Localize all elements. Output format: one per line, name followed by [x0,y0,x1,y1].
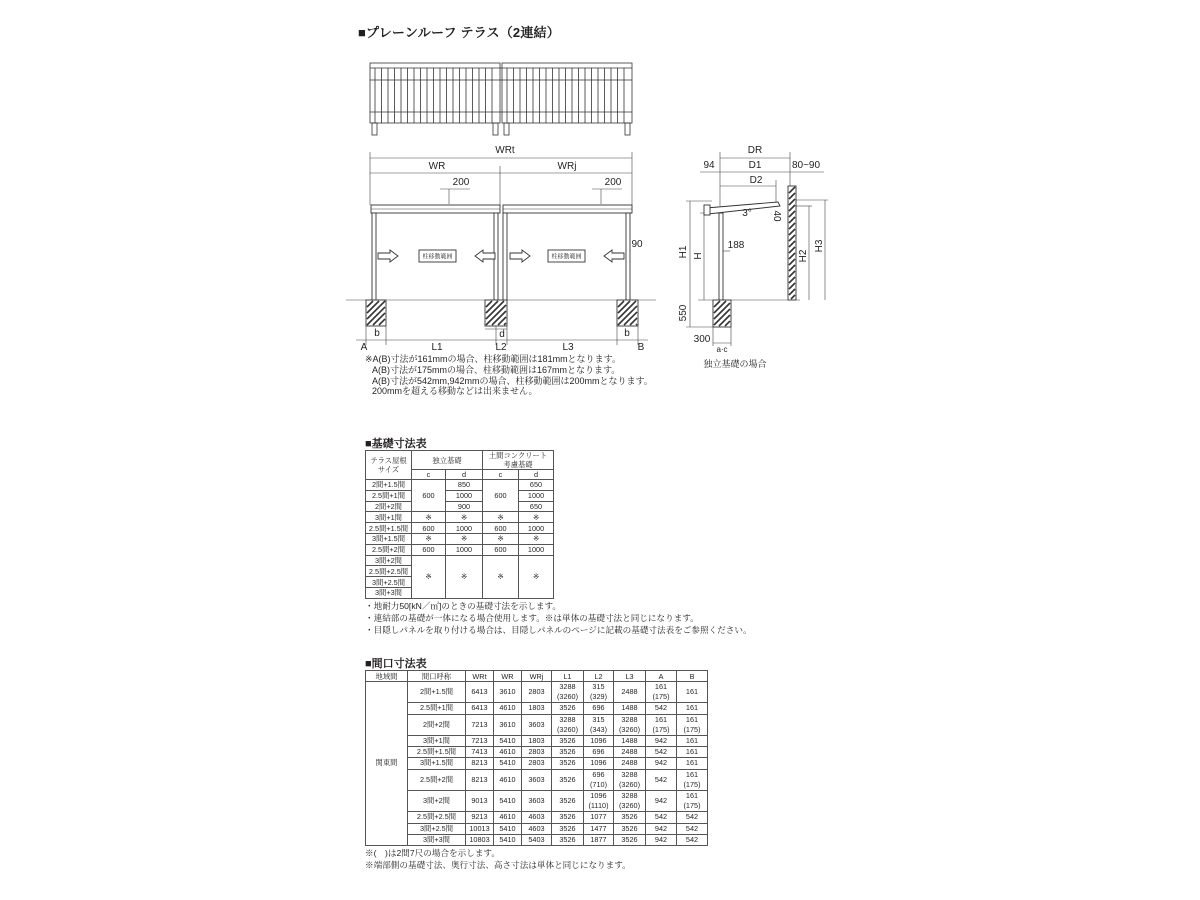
label-h2: H2 [798,249,809,263]
left-arrow-icon [475,250,495,262]
size-cell: 2.5間+1.5間 [408,747,466,758]
value-cell-l1: 3526 [552,769,584,790]
label-dr: DR [747,145,763,156]
value-cell-l3: 2488 [614,758,646,769]
label-b: B [637,342,645,353]
header-wr: WR [494,671,522,682]
header-c: c [412,470,446,480]
value-cell: ※ [412,512,446,523]
label-post-offset: 90 [631,239,643,250]
table-header-row [366,451,554,470]
table-row [366,533,554,544]
value-cell-b: 161 [677,758,708,769]
note-line: ※端部側の基礎寸法、奥行寸法、高さ寸法は単体と同じになります。 [365,859,631,870]
label-l1: L1 [431,342,443,353]
value-cell-l3: 3288 (3260) [614,791,646,812]
roof-ribs [375,68,624,123]
size-cell: 3間+3間 [408,834,466,845]
size-cell: 2.5間+1間 [408,703,466,714]
note-line: ・連結部の基礎が一体になる場合使用します。※は単体の基礎寸法と同じになります。 [365,613,699,623]
value-cell-b: 161 (175) [677,714,708,735]
post [503,213,507,300]
value-cell-wrt: 9013 [466,791,494,812]
note-line: ※( )は2間7尺の場合を示します。 [365,848,500,858]
size-cell: 3間+2間 [408,791,466,812]
note-line: ・地耐力50[kN／㎡]のときの基礎寸法を示します。 [365,601,562,611]
post-top-view [372,123,377,135]
value-cell: ※ [446,512,483,523]
label-d2: D2 [749,175,763,186]
note-line: ・目隠しパネルを取り付ける場合は、目隠しパネルのページに記載の基礎寸法表をご参照ください。 [365,625,752,635]
note-line: ※A(B)寸法が161mmの場合、柱移動範囲は181mmとなります。 [365,354,621,364]
value-cell-l2: 1096 [584,758,614,769]
header-size: テラス屋根 サイズ [366,451,412,480]
value-cell-l3: 3526 [614,812,646,823]
value-cell-l2: 1096 [584,736,614,747]
value-cell-l2: 315 (329) [584,682,614,703]
value-cell-wrj: 2803 [522,682,552,703]
value-cell-b: 161 [677,736,708,747]
value-cell: ※ [412,555,446,598]
label-300: 300 [693,334,711,345]
label-h: H [693,252,704,260]
value-cell-wr: 3610 [494,682,522,703]
table-header-row [366,671,708,682]
opening-table-heading: ■間口寸法表 [365,658,427,670]
value-cell: ※ [483,555,519,598]
value-cell-l2: 696 [584,703,614,714]
post [626,213,630,300]
label-wr: WR [428,161,446,172]
move-range-label-right: 柱移動範囲 [551,254,582,261]
value-cell: 600 [483,544,519,555]
header-l1: L1 [552,671,584,682]
size-cell: 2間+1.5間 [366,480,412,491]
roof-top-view [370,63,632,135]
size-cell: 3間+3間 [366,587,412,598]
value-cell-l1: 3526 [552,791,584,812]
move-range-label-left: 柱移動範囲 [422,254,453,261]
table-row [366,544,554,555]
label-ac: a·c [716,345,728,354]
value-cell-l2: 1077 [584,812,614,823]
table-row [366,834,708,845]
value-cell-l1: 3288 (3260) [552,682,584,703]
note-line: 200mmを超える移動などは出来ません。 [372,386,538,397]
label-a: A [360,342,368,353]
table-row [366,812,708,823]
label-188: 188 [727,240,745,251]
value-cell-l2: 696 (710) [584,769,614,790]
value-cell-l1: 3526 [552,747,584,758]
opening-dimension-table [365,670,708,846]
size-cell: 2.5間+2間 [366,544,412,555]
size-cell: 3間+2.5間 [408,823,466,834]
value-cell-wrt: 6413 [466,682,494,703]
header-c: c [483,470,519,480]
label-h3: H3 [814,239,825,253]
value-cell-b: 161 [677,703,708,714]
header-a: A [646,671,677,682]
side-view [678,145,828,369]
value-cell-l3: 2488 [614,747,646,758]
header-l2: L2 [584,671,614,682]
table-row [366,703,708,714]
size-cell: 3間+1.5間 [408,758,466,769]
label-wrt: WRt [495,145,515,156]
roof-panel-right [502,63,632,123]
value-cell-wr: 3610 [494,714,522,735]
right-arrow-icon [510,250,530,262]
post-top-view [625,123,630,135]
front-view [346,145,656,353]
value-cell-wr: 5410 [494,834,522,845]
header-slab: 土間コンクリート 考慮基礎 [483,451,554,470]
foundation-notes [365,600,752,636]
value-cell-b: 161 (175) [677,791,708,812]
post-top-view [493,123,498,135]
value-cell-l1: 3526 [552,703,584,714]
region-cell: 関東間 [366,682,408,846]
label-b-right: b [624,328,630,339]
table-row [366,512,554,523]
value-cell-wr: 5410 [494,736,522,747]
value-cell-a: 542 [646,703,677,714]
value-cell-l2: 315 (343) [584,714,614,735]
label-l3: L3 [562,342,574,353]
header-d: d [446,470,483,480]
value-cell-b: 161 [677,747,708,758]
header-l3: L3 [614,671,646,682]
value-cell-wrt: 10013 [466,823,494,834]
table-row [366,490,554,501]
value-cell: ※ [519,533,554,544]
right-arrow-icon [378,250,398,262]
roof-beam [371,205,632,213]
size-cell: 2.5間+1間 [366,490,412,501]
value-cell-l1: 3526 [552,812,584,823]
value-cell: 600 [483,480,519,512]
label-wrj: WRj [557,161,577,172]
value-cell: ※ [483,512,519,523]
value-cell-wr: 4610 [494,769,522,790]
post-top-view [504,123,509,135]
post-side [719,213,723,300]
value-cell-l3: 1488 [614,736,646,747]
value-cell: 600 [412,523,446,534]
value-cell-b: 161 [677,682,708,703]
table-row [366,501,554,512]
table-row [366,736,708,747]
label-wall-gap: 80~90 [791,160,821,171]
header-wrj: WRj [522,671,552,682]
label-d: d [499,329,505,340]
value-cell-wr: 4610 [494,747,522,758]
value-cell-a: 942 [646,791,677,812]
value-cell-wrt: 6413 [466,703,494,714]
size-cell: 2間+2間 [366,501,412,512]
table-row [366,555,554,566]
label-b-left: b [374,328,380,339]
value-cell-wr: 4610 [494,812,522,823]
opening-table-body [366,682,708,846]
value-cell-a: 161 (175) [646,682,677,703]
value-cell: ※ [412,533,446,544]
value-cell-wrt: 10803 [466,834,494,845]
table-row [366,758,708,769]
value-cell-a: 542 [646,769,677,790]
size-cell: 2.5間+1.5間 [366,523,412,534]
value-cell-wrt: 8213 [466,769,494,790]
value-cell: 900 [446,501,483,512]
table-row [366,769,708,790]
table-row [366,523,554,534]
size-cell: 3間+2間 [366,555,412,566]
table-row [366,480,554,491]
label-550: 550 [678,304,689,322]
label-l2: L2 [495,342,507,353]
value-cell: ※ [446,533,483,544]
table-row [366,714,708,735]
label-94: 94 [703,160,715,171]
value-cell-a: 942 [646,834,677,845]
value-cell-l1: 3526 [552,834,584,845]
value-cell-a: 942 [646,823,677,834]
value-cell-wrj: 3603 [522,791,552,812]
value-cell: ※ [446,555,483,598]
value-cell: 650 [519,501,554,512]
roof-panel-left [370,63,500,123]
value-cell-wrt: 7213 [466,736,494,747]
label-offset-right: 200 [604,177,622,188]
value-cell: 1000 [519,523,554,534]
value-cell-wrj: 2803 [522,758,552,769]
size-cell: 3間+2.5間 [366,577,412,588]
opening-notes [365,848,631,871]
technical-drawing [0,0,1200,400]
left-arrow-icon [604,250,624,262]
label-slope: 3° [742,208,752,219]
value-cell-b: 542 [677,834,708,845]
table-row [366,823,708,834]
value-cell-l1: 3526 [552,736,584,747]
value-cell: 1000 [446,544,483,555]
value-cell-b: 161 (175) [677,769,708,790]
value-cell-wrj: 2803 [522,747,552,758]
value-cell-wrj: 1803 [522,703,552,714]
value-cell-a: 542 [646,747,677,758]
value-cell-a: 161 (175) [646,714,677,735]
gutter [704,205,710,215]
size-cell: 2.5間+2間 [408,769,466,790]
value-cell-l2: 1477 [584,823,614,834]
size-cell: 2間+2間 [408,714,466,735]
value-cell-wrj: 3603 [522,714,552,735]
value-cell-l3: 1488 [614,703,646,714]
label-offset-left: 200 [452,177,470,188]
header-region: 地域間 [366,671,408,682]
value-cell-wrj: 4603 [522,812,552,823]
value-cell-a: 942 [646,758,677,769]
note-line: A(B)寸法が175mmの場合、柱移動範囲は167mmとなります。 [372,364,621,375]
label-gutter: 40 [771,210,782,222]
value-cell-wrt: 7413 [466,747,494,758]
value-cell-a: 942 [646,736,677,747]
value-cell-wr: 5410 [494,791,522,812]
header-independent: 独立基礎 [412,451,483,470]
note-line: A(B)寸法が542mm,942mmの場合、柱移動範囲は200mmとなります。 [372,375,653,386]
label-d1: D1 [748,160,762,171]
value-cell: 600 [412,480,446,512]
value-cell: 1000 [446,490,483,501]
hatch-line [636,324,637,325]
value-cell-a: 542 [646,812,677,823]
header-size: 間口呼称 [408,671,466,682]
value-cell: ※ [483,533,519,544]
value-cell: ※ [519,555,554,598]
label-h1: H1 [678,245,689,259]
value-cell-b: 542 [677,823,708,834]
size-cell: 2間+1.5間 [408,682,466,703]
value-cell-l3: 2488 [614,682,646,703]
value-cell: 1000 [519,544,554,555]
value-cell-wrj: 1803 [522,736,552,747]
table-row [366,747,708,758]
foundation-table [365,450,554,599]
header-b: B [677,671,708,682]
value-cell: 850 [446,480,483,491]
post [372,213,376,300]
size-cell: 3間+1間 [408,736,466,747]
value-cell: ※ [519,512,554,523]
value-cell-l1: 3288 (3260) [552,714,584,735]
value-cell-l3: 3288 (3260) [614,769,646,790]
value-cell: 1000 [446,523,483,534]
column-move-notes [365,354,653,397]
header-d: d [519,470,554,480]
value-cell: 650 [519,480,554,491]
value-cell-wrt: 9213 [466,812,494,823]
value-cell-l2: 1096 (1110) [584,791,614,812]
header-wrt: WRt [466,671,494,682]
value-cell-wrj: 3603 [522,769,552,790]
value-cell-wr: 5410 [494,823,522,834]
value-cell-l2: 696 [584,747,614,758]
value-cell: 600 [483,523,519,534]
size-cell: 2.5間+2.5間 [366,566,412,577]
value-cell-l3: 3526 [614,823,646,834]
table-row [366,791,708,812]
table-row [366,682,708,703]
value-cell: 600 [412,544,446,555]
value-cell-b: 542 [677,812,708,823]
value-cell-l3: 3288 (3260) [614,714,646,735]
value-cell-l3: 3526 [614,834,646,845]
value-cell-l1: 3526 [552,758,584,769]
value-cell-wr: 4610 [494,703,522,714]
size-cell: 3間+1間 [366,512,412,523]
posts [372,213,630,300]
size-cell: 2.5間+2.5間 [408,812,466,823]
value-cell-l2: 1877 [584,834,614,845]
value-cell-wrj: 4603 [522,823,552,834]
foundation-table-heading: ■基礎寸法表 [365,438,427,450]
value-cell-wrt: 7213 [466,714,494,735]
value-cell-wrt: 8213 [466,758,494,769]
side-caption: 独立基礎の場合 [703,359,767,369]
page-title: ■プレーンルーフ テラス（2連結） [358,25,560,40]
size-cell: 3間+1.5間 [366,533,412,544]
value-cell-wr: 5410 [494,758,522,769]
value-cell-l1: 3526 [552,823,584,834]
value-cell-wrj: 5403 [522,834,552,845]
value-cell: 1000 [519,490,554,501]
